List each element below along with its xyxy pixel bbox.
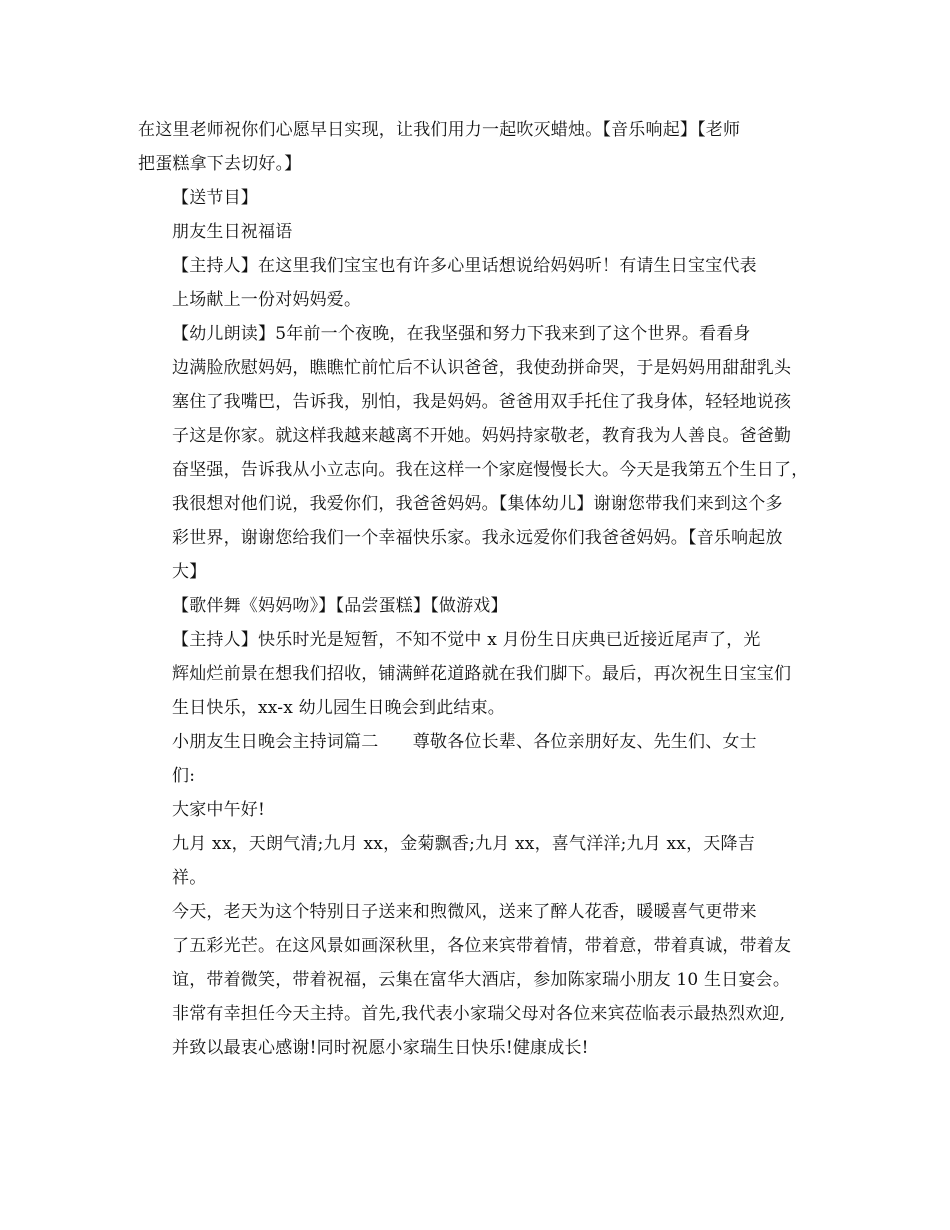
text-line: 辉灿烂前景在想我们招收，铺满鲜花道路就在我们脚下。最后，再次祝生日宝宝们 — [172, 664, 792, 684]
text-line: 把蛋糕拿下去切好。】 — [138, 154, 302, 174]
paragraph — [138, 215, 828, 249]
paragraph — [138, 181, 828, 215]
text-line: 子这是你家。就这样我越来越离不开她。妈妈持家敬老，教育我为人善良。爸爸勤 — [172, 426, 792, 446]
text-line: 上场献上一份对妈妈爱。 — [172, 290, 362, 310]
text-line: 并致以最衷心感谢!同时祝愿小家瑞生日快乐!健康成长! — [172, 1038, 589, 1058]
text-line: 大家中午好! — [172, 800, 266, 820]
paragraph — [138, 113, 828, 181]
text-line: 们: — [172, 766, 196, 786]
text-line: 彩世界，谢谢您给我们一个幸福快乐家。我永远爱你们我爸爸妈妈。【音乐响起放 — [172, 528, 783, 548]
text-line: 塞住了我嘴巴，告诉我，别怕，我是妈妈。爸爸用双手托住了我身体，轻轻地说孩 — [172, 392, 792, 412]
text-line: 【幼儿朗读】5年前一个夜晚，在我坚强和努力下我来到了这个世界。看看身 — [172, 324, 751, 344]
text-line: 奋坚强，告诉我从小立志向。我在这样一个家庭慢慢长大。今天是我第五个生日了， — [172, 460, 809, 480]
paragraph — [138, 827, 828, 895]
text-line: 今天，老天为这个特别日子送来和煦微风，送来了醉人花香，暖暖喜气更带来 — [172, 902, 757, 922]
text-line: 祥。 — [172, 868, 207, 888]
text-line: 【送节目】 — [172, 188, 258, 208]
text-line: 边满脸欣慰妈妈，瞧瞧忙前忙后不认识爸爸，我使劲拼命哭，于是妈妈用甜甜乳头 — [172, 358, 792, 378]
text-line: 谊，带着微笑，带着祝福，云集在富华大酒店，参加陈家瑞小朋友 10 生日宴会。 — [172, 970, 791, 990]
text-line: 了五彩光芒。在这风景如画深秋里，各位来宾带着情，带着意，带着真诚，带着友 — [172, 936, 792, 956]
document-body — [138, 113, 828, 1065]
paragraph — [138, 589, 828, 623]
paragraph — [138, 895, 828, 1065]
text-line: 【歌伴舞《妈妈吻》】【品尝蛋糕】【做游戏】 — [172, 596, 508, 616]
paragraph — [138, 317, 828, 589]
text-line: 在这里老师祝你们心愿早日实现，让我们用力一起吹灭蜡烛。【音乐响起】【老师 — [138, 120, 741, 140]
paragraph — [138, 623, 828, 725]
text-line: 非常有幸担任今天主持。首先,我代表小家瑞父母对各位来宾莅临表示最热烈欢迎, — [172, 1004, 786, 1024]
text-line: 我很想对他们说，我爱你们，我爸爸妈妈。【集体幼儿】谢谢您带我们来到这个多 — [172, 494, 783, 514]
text-line: 朋友生日祝福语 — [172, 222, 293, 242]
text-line: 生日快乐，xx-x 幼儿园生日晚会到此结束。 — [172, 698, 506, 718]
text-line: 【主持人】在这里我们宝宝也有许多心里话想说给妈妈听！有请生日宝宝代表 — [172, 256, 757, 276]
paragraph — [138, 725, 828, 793]
text-line: 小朋友生日晚会主持词篇二 尊敬各位长辈、各位亲朋好友、先生们、女士 — [172, 732, 757, 752]
text-line: 九月 xx，天朗气清;九月 xx，金菊飘香;九月 xx，喜气洋洋;九月 xx，天降吉 — [172, 834, 755, 854]
paragraph — [138, 249, 828, 317]
paragraph — [138, 793, 828, 827]
text-line: 【主持人】快乐时光是短暂，不知不觉中 x 月份生日庆典已近接近尾声了，光 — [172, 630, 761, 650]
text-line: 大】 — [172, 562, 207, 582]
